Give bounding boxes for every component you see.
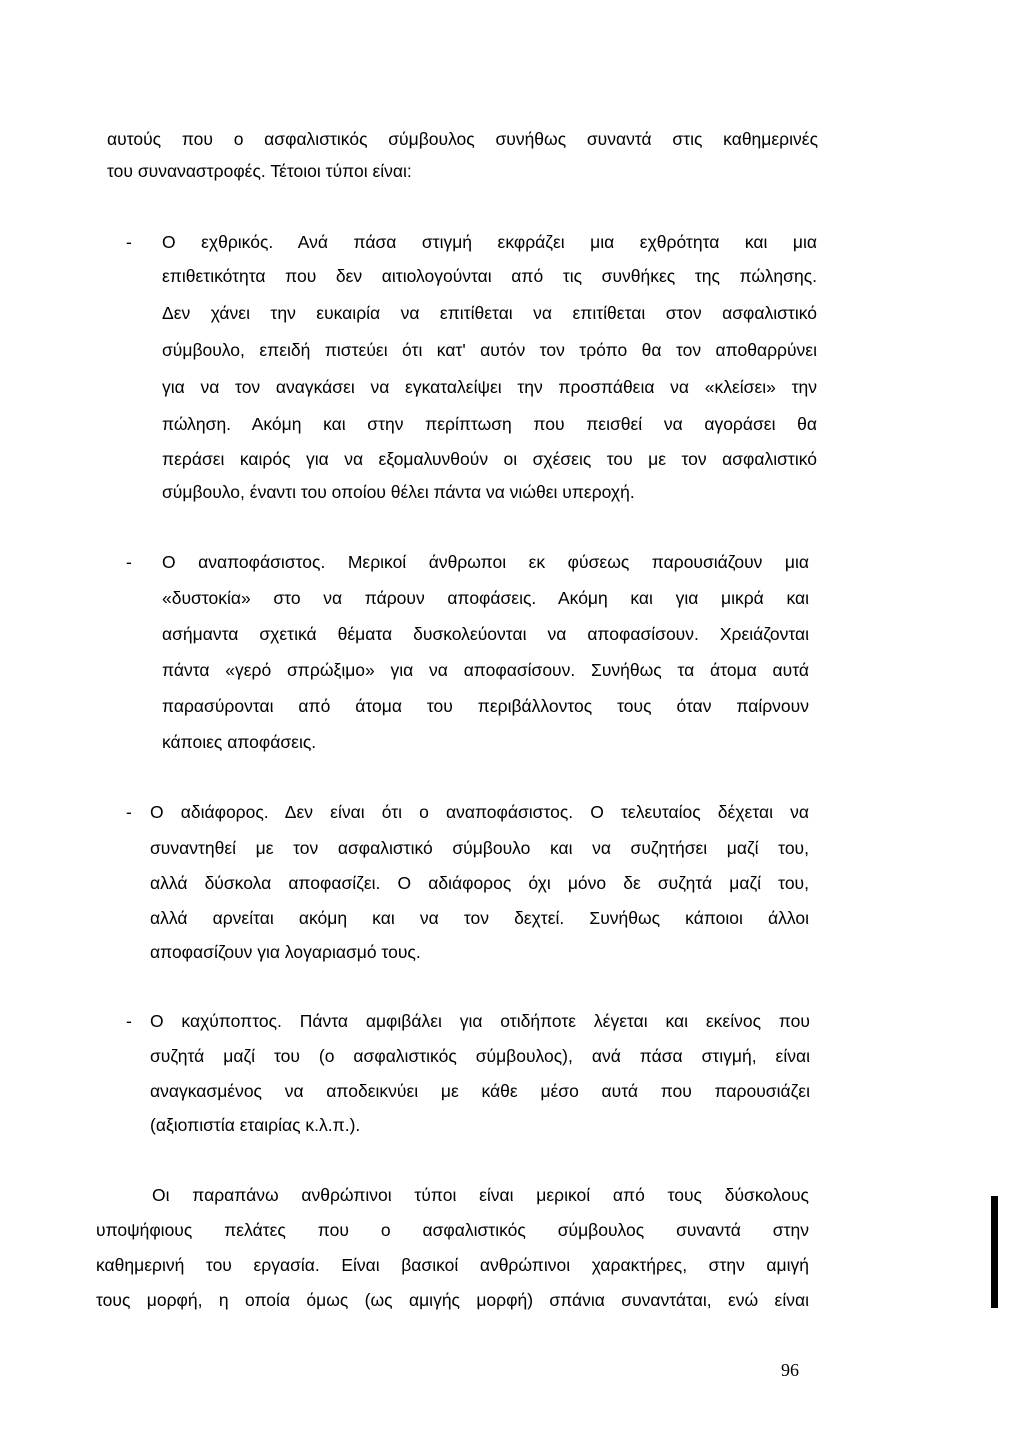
margin-bar xyxy=(991,1196,998,1308)
text-line: Ο εχθρικός. Ανά πάσα στιγμή εκφράζει μια εχθρότητα και μια xyxy=(162,232,817,252)
text-line: αυτούς που ο ασφαλιστικός σύμβουλος συνήθως συναντά στις καθημερινές xyxy=(107,129,818,149)
text-line: σύμβουλο, έναντι του οποίου θέλει πάντα να νιώθει υπεροχή. xyxy=(162,482,635,502)
text-line: συναντηθεί με τον ασφαλιστικό σύμβουλο και να συζητήσει μαζί του, xyxy=(150,838,809,858)
text-line: Δεν χάνει την ευκαιρία να επιτίθεται να επιτίθεται στον ασφαλιστικό xyxy=(162,303,817,323)
text-line: Ο καχύποπτος. Πάντα αμφιβάλει για οτιδήποτε λέγεται και εκείνος που xyxy=(150,1011,810,1031)
text-line: υποψήφιους πελάτες που ο ασφαλιστικός σύμβουλος συναντά στην xyxy=(96,1220,809,1240)
text-line: Οι παραπάνω ανθρώπινοι τύποι είναι μερικοί από τους δύσκολους xyxy=(152,1185,809,1205)
text-line: αλλά αρνείται ακόμη και να τον δεχτεί. Συνήθως κάποιοι άλλοι xyxy=(150,908,809,928)
list-bullet: - xyxy=(126,552,132,572)
text-line: καθημερινή του εργασία. Είναι βασικοί ανθρώπινοι χαρακτήρες, στην αμιγή xyxy=(96,1255,809,1275)
text-line: αναγκασμένος να αποδεικνύει με κάθε μέσο αυτά που παρουσιάζει xyxy=(150,1081,810,1101)
text-line: πάντα «γερό σπρώξιμο» για να αποφασίσουν. Συνήθως τα άτομα αυτά xyxy=(162,660,809,680)
text-line: του συναναστροφές. Τέτοιοι τύποι είναι: xyxy=(107,161,412,181)
text-line: συζητά μαζί του (ο ασφαλιστικός σύμβουλος), ανά πάσα στιγμή, είναι xyxy=(150,1046,810,1066)
text-line: περάσει καιρός για να εξομαλυνθούν οι σχέσεις του με τον ασφαλιστικό xyxy=(162,449,817,469)
text-line: παρασύρονται από άτομα του περιβάλλοντος τους όταν παίρνουν xyxy=(162,696,809,716)
text-line: (αξιοπιστία εταιρίας κ.λ.π.). xyxy=(150,1115,361,1135)
page-number: 96 xyxy=(781,1360,799,1380)
text-line: επιθετικότητα που δεν αιτιολογούνται από τις συνθήκες της πώλησης. xyxy=(162,266,817,286)
text-line: Ο αδιάφορος. Δεν είναι ότι ο αναποφάσιστος. Ο τελευταίος δέχεται να xyxy=(150,802,809,822)
text-line: τους μορφή, η οποία όμως (ως αμιγής μορφή) σπάνια συναντάται, ενώ είναι xyxy=(96,1290,809,1310)
text-line: αποφασίζουν για λογαριασμό τους. xyxy=(150,942,421,962)
text-line: Ο αναποφάσιστος. Μερικοί άνθρωποι εκ φύσεως παρουσιάζουν μια xyxy=(162,552,809,572)
text-line: ασήμαντα σχετικά θέματα δυσκολεύονται να αποφασίσουν. Χρειάζονται xyxy=(162,624,809,644)
text-line: «δυστοκία» στο να πάρουν αποφάσεις. Ακόμη και για μικρά και xyxy=(162,588,809,608)
text-line: σύμβουλο, επειδή πιστεύει ότι κατ' αυτόν τον τρόπο θα τον αποθαρρύνει xyxy=(162,340,817,360)
list-bullet: - xyxy=(126,802,132,822)
text-line: για να τον αναγκάσει να εγκαταλείψει την προσπάθεια να «κλείσει» την xyxy=(162,377,817,397)
list-bullet: - xyxy=(126,1011,132,1031)
text-line: αλλά δύσκολα αποφασίζει. Ο αδιάφορος όχι μόνο δε συζητά μαζί του, xyxy=(150,873,809,893)
text-line: κάποιες αποφάσεις. xyxy=(162,732,317,752)
list-bullet: - xyxy=(126,232,132,252)
text-line: πώληση. Ακόμη και στην περίπτωση που πεισθεί να αγοράσει θα xyxy=(162,414,817,434)
